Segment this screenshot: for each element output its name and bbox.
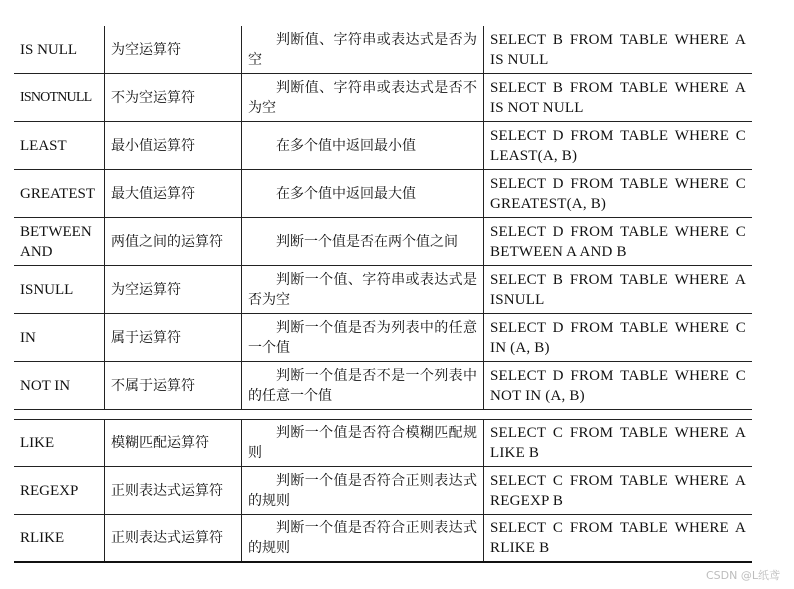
description-text: 判断一个值是否符合正则表达式的规则 (248, 472, 477, 509)
example-text: SELECT D FROM TABLE WHERE C NOT IN (A, B) (490, 367, 746, 404)
description-cell (242, 362, 484, 409)
operator-table (14, 26, 752, 563)
operator-text: ISNOTNULL (20, 89, 92, 105)
description-cell (242, 515, 484, 561)
example-text: SELECT B FROM TABLE WHERE A ISNULL (490, 271, 746, 308)
example-text: SELECT D FROM TABLE WHERE C BETWEEN A AND B (490, 223, 746, 260)
example-text: SELECT D FROM TABLE WHERE C GREATEST(A, B) (490, 175, 746, 212)
name-cell (105, 362, 242, 409)
name-cell (105, 467, 242, 514)
name-text: 不属于运算符 (111, 377, 195, 394)
description-text: 在多个值中返回最小值 (276, 137, 416, 154)
operator-cell (14, 515, 105, 561)
table-row (14, 218, 752, 266)
name-text: 模糊匹配运算符 (111, 435, 209, 451)
name-cell (105, 218, 242, 265)
operator-text: NOT IN (20, 377, 71, 394)
table-row (14, 419, 752, 467)
example-cell (484, 26, 752, 73)
example-cell (484, 218, 752, 265)
example-cell (484, 314, 752, 361)
table-row (14, 26, 752, 74)
description-cell (242, 266, 484, 313)
name-text: 属于运算符 (111, 329, 181, 346)
operator-cell (14, 362, 105, 409)
example-text: SELECT C FROM TABLE WHERE A RLIKE B (490, 520, 746, 556)
description-text: 判断一个值是否符合模糊匹配规则 (248, 425, 477, 461)
operator-text: REGEXP (20, 482, 79, 499)
name-text: 最小值运算符 (111, 137, 195, 154)
name-text: 为空运算符 (111, 281, 181, 298)
table-row (14, 170, 752, 218)
operator-text: IN (20, 329, 36, 346)
name-text: 最大值运算符 (111, 185, 195, 202)
name-cell (105, 314, 242, 361)
operator-text: IS NULL (20, 41, 78, 58)
description-cell (242, 170, 484, 217)
operator-cell (14, 26, 105, 73)
example-cell (484, 362, 752, 409)
name-cell (105, 266, 242, 313)
operator-cell (14, 218, 105, 265)
operator-cell (14, 314, 105, 361)
name-cell (105, 122, 242, 169)
example-cell (484, 467, 752, 514)
name-cell (105, 74, 242, 121)
table-row (14, 314, 752, 362)
example-text: SELECT D FROM TABLE WHERE C LEAST(A, B) (490, 127, 746, 164)
example-cell (484, 515, 752, 561)
example-text: SELECT B FROM TABLE WHERE A IS NULL (490, 31, 746, 68)
example-cell (484, 266, 752, 313)
name-cell (105, 515, 242, 561)
operator-text: GREATEST (20, 185, 95, 202)
description-text: 判断一个值、字符串或表达式是否为空 (248, 271, 477, 308)
operator-cell (14, 170, 105, 217)
description-cell (242, 26, 484, 73)
description-cell (242, 122, 484, 169)
example-text: SELECT C FROM TABLE WHERE A LIKE B (490, 425, 746, 461)
description-cell (242, 314, 484, 361)
operator-text: ISNULL (20, 281, 74, 298)
description-cell (242, 467, 484, 514)
name-text: 为空运算符 (111, 41, 181, 58)
table-row (14, 515, 752, 563)
operator-cell (14, 122, 105, 169)
name-text: 不为空运算符 (111, 89, 195, 106)
example-cell (484, 420, 752, 466)
description-text: 判断一个值是否为列表中的任意一个值 (248, 319, 477, 356)
example-text: SELECT D FROM TABLE WHERE C IN (A, B) (490, 319, 746, 356)
description-text: 判断一个值是否符合正则表达式的规则 (248, 520, 477, 556)
description-text: 判断值、字符串或表达式是否不为空 (248, 79, 477, 116)
operator-cell (14, 266, 105, 313)
description-text: 判断一个值是否在两个值之间 (276, 233, 458, 250)
example-cell (484, 122, 752, 169)
operator-text: LEAST (20, 137, 67, 154)
name-text: 正则表达式运算符 (111, 482, 223, 499)
table-row (14, 266, 752, 314)
name-cell (105, 26, 242, 73)
description-text: 判断一个值是否不是一个列表中的任意一个值 (248, 367, 477, 404)
name-text: 正则表达式运算符 (111, 530, 223, 546)
description-text: 在多个值中返回最大值 (276, 185, 416, 202)
operator-cell (14, 467, 105, 514)
operator-cell (14, 420, 105, 466)
description-cell (242, 420, 484, 466)
table-row (14, 122, 752, 170)
example-cell (484, 74, 752, 121)
table-row (14, 362, 752, 410)
name-text: 两值之间的运算符 (111, 233, 223, 250)
example-text: SELECT B FROM TABLE WHERE A IS NOT NULL (490, 79, 746, 116)
example-text: SELECT C FROM TABLE WHERE A REGEXP B (490, 472, 746, 509)
description-text: 判断值、字符串或表达式是否为空 (248, 31, 477, 68)
operator-text: BETWEEN AND (20, 223, 92, 260)
operator-text: RLIKE (20, 530, 65, 546)
example-cell (484, 170, 752, 217)
table-row (14, 467, 752, 515)
name-cell (105, 420, 242, 466)
name-cell (105, 170, 242, 217)
description-cell (242, 218, 484, 265)
description-cell (242, 74, 484, 121)
operator-cell (14, 74, 105, 121)
operator-text: LIKE (20, 435, 55, 451)
watermark: CSDN @L纸鸢 (706, 569, 780, 582)
table-row (14, 74, 752, 122)
